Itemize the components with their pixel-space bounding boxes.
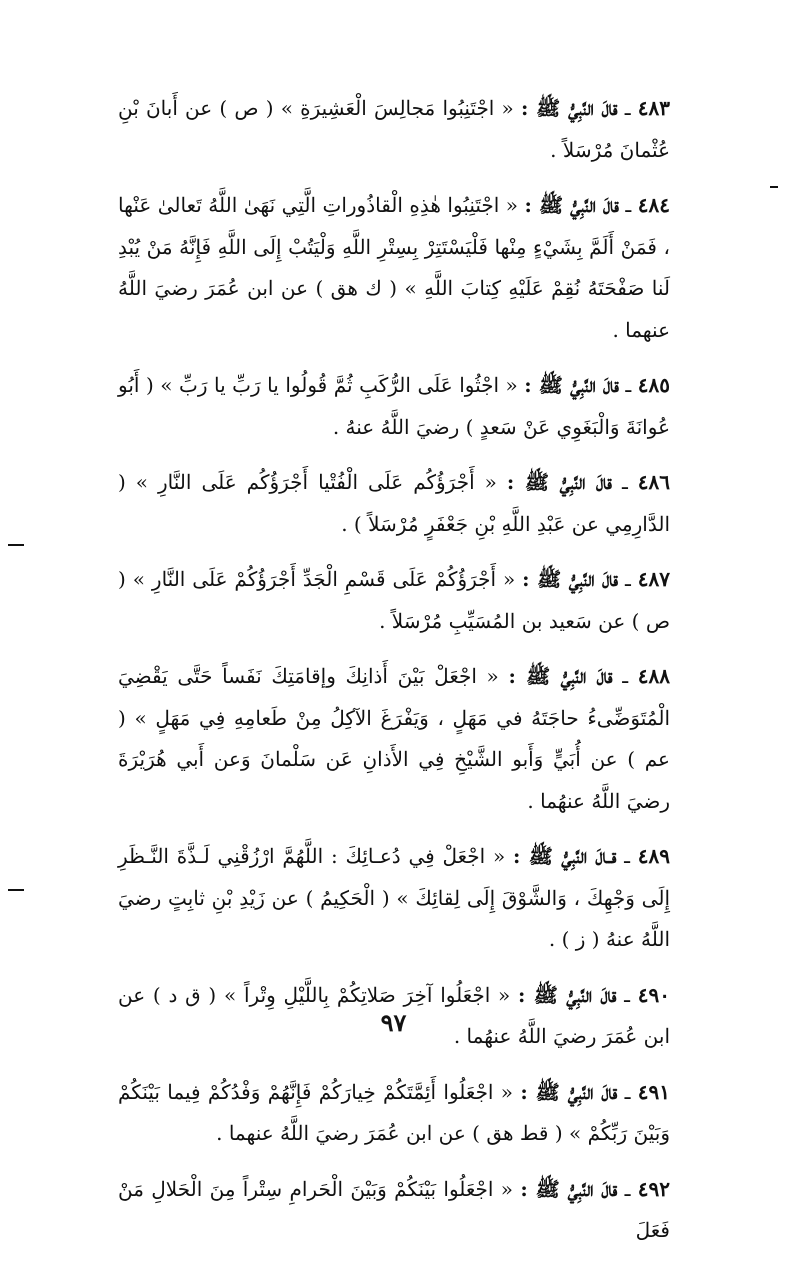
hadith-number: ٤٨٨ [637, 664, 671, 688]
hadith-intro: قالَ النَّبِيُّ ﷺ : [518, 982, 617, 1007]
hadith-entry: ٤٨٣ ـ قالَ النَّبِيُّ ﷺ : « اجْتَنِبُوا مَجالِسَ الْعَشِيرَةِ » ( ص ) عن أَبانَ بْنِ عُثْمانَ مُرْسَلاً . [118, 96, 671, 162]
hadith-number: ٤٨٧ [637, 567, 671, 591]
hadith-entry: ٤٨٥ ـ قالَ النَّبِيُّ ﷺ : « اجْثُوا عَلَى الرُّكَبِ ثُمَّ قُولُوا يا رَبِّ يا رَبِّ » ( أَبُو عُوانَةَ وَالْبَغَوِي عَنْ سَعدٍ ) رضيَ اللَّهُ عنهُ . [118, 373, 670, 439]
hadith-number: ٤٨٤ [637, 193, 670, 217]
hadith-text: « اجْثُوا عَلَى الرُّكَبِ ثُمَّ قُولُوا يا رَبِّ يا رَبِّ » ( أَبُو عُوانَةَ وَالْبَغَوِي عَنْ سَعدٍ ) رضيَ اللَّهُ عنهُ . [118, 373, 670, 439]
hadith-number: ٤٩١ [637, 1079, 671, 1104]
hadith-intro: قالَ النَّبِيُّ ﷺ : [524, 193, 619, 217]
page-number: ٩٧ [380, 1008, 407, 1037]
hadith-list [118, 88, 670, 1266]
hadith-intro: قالَ النَّبِيُّ ﷺ : [506, 470, 612, 494]
hadith-entry: ٤٨٦ ـ قالَ النَّبِيُّ ﷺ : « أَجْرَؤُكُم عَلَى الْفُتْيا أَجْرَؤُكُم عَلَى النَّارِ » ( الدَّارِمِي عن عَبْدِ اللَّهِ بْنِ جَعْفَرٍ مُرْسَلاً ) . [118, 470, 671, 536]
hadith-intro: قالَ النَّبِيُّ ﷺ : [520, 96, 618, 120]
hadith-text: « اجْعَلُوا أَئِمَّتَكُمْ خِيارَكُمْ فَإِنَّهُمْ وَفْدُكُمْ فِيما بَيْنَكُمْ وَبَيْنَ رَبِّكُمْ » ( قط هق ) عن ابن عُمَرَ رضيَ اللَّهُ عنهما . [118, 1079, 670, 1145]
hadith-text: « أَجْرَؤُكُمْ عَلَى قَسْمِ الْجَدِّ أَجْرَؤُكُمْ عَلَى النَّارِ » ( ص ) عن سَعيد بن المُسَيِّبِ مُرْسَلاً . [118, 567, 670, 633]
hadith-entry: ٤٨٩ ـ قــالَ النَّبِيُّ ﷺ : « اجْعَلْ فِي دُعـائِكَ : اللَّهُمَّ ارْزُقْنِي لَـذَّةَ النَّـظَرِ إِلَى وَجْهِكَ ، وَالشَّوْقَ إِلَى لِقائِكَ » ( الْحَكِيمُ ) عن زَيْدِ بْنِ ثابِتٍ رضيَ اللَّهُ عنهُ ( ز ) . [118, 844, 671, 951]
hadith-text: « اجْتَنِبُوا هٰذِهِ الْقاذُوراتِ الَّتِي نَهَىٰ اللَّهُ تَعالىٰ عَنْها ، فَمَنْ أَلَمَّ بِشَيْءٍ مِنْها فَلْيَسْتَتِرْ بِسِتْرِ اللَّهِ وَلْيَتُبْ إِلَى اللَّهِ فَإِنَّهُ مَنْ يُبْدِ لَنا صَفْحَتَهُ نُقِمْ عَلَيْهِ كِتابَ اللَّهِ » ( ك هق ) عن ابن عُمَرَ رضيَ اللَّهُ عنهما . [118, 193, 670, 342]
hadith-intro: قالَ النَّبِيُّ ﷺ : [524, 373, 619, 397]
hadith-number: ٤٩٠ [637, 982, 671, 1007]
margin-mark-right [770, 186, 778, 188]
hadith-number: ٤٨٣ [637, 96, 671, 120]
hadith-entry: ٤٨٧ ـ قالَ النَّبِيُّ ﷺ : « أَجْرَؤُكُمْ عَلَى قَسْمِ الْجَدِّ أَجْرَؤُكُمْ عَلَى النَّارِ » ( ص ) عن سَعيد بن المُسَيِّبِ مُرْسَلاً . [118, 567, 671, 633]
hadith-intro: قالَ النَّبِيُّ ﷺ : [522, 567, 619, 591]
hadith-entry: ٤٩٢ ـ قالَ النَّبِيُّ ﷺ : « اجْعَلُوا بَيْنَكُمْ وَبَيْنَ الْحَرامِ سِتْراً مِنَ الْحَلالِ مَنْ فَعَلَ [118, 1176, 671, 1242]
hadith-text: « اجْعَلُوا آخِرَ صَلاتِكُمْ بِاللَّيْلِ وِتْراً » ( ق د ) عن ابن عُمَرَ رضيَ اللَّهُ عنهُما . [118, 982, 670, 1048]
hadith-text: « اجْعَلْ بَيْنَ أَذانِكَ وإقامَتِكَ نَفَساً حَتَّى يَقْضِيَ الْمُتَوَضِّىءُ حاجَتَهُ في مَهَلٍ ، وَيَفْرَغَ الآكِلُ مِنْ طَعامِهِ فِي مَهَلٍ » ( عم ) عن أُبَيٍّ وَأَبو الشَّيْخِ فِي الأَذانِ عَن سَلْمانَ وَعن أَبي هُرَيْرَةَ رضيَ اللَّهُ عنهُما . [118, 664, 670, 813]
hadith-text: « اجْعَلُوا بَيْنَكُمْ وَبَيْنَ الْحَرامِ سِتْراً مِنَ الْحَلالِ مَنْ فَعَلَ [118, 1176, 670, 1242]
hadith-number: ٤٨٦ [637, 470, 671, 494]
hadith-number: ٤٨٥ [637, 373, 670, 397]
hadith-entry: ٤٩١ ـ قالَ النَّبِيُّ ﷺ : « اجْعَلُوا أَئِمَّتَكُمْ خِيارَكُمْ فَإِنَّهُمْ وَفْدُكُمْ فِيما بَيْنَكُمْ وَبَيْنَ رَبِّكُمْ » ( قط هق ) عن ابن عُمَرَ رضيَ اللَّهُ عنهما . [118, 1079, 671, 1145]
hadith-intro: قالَ النَّبِيُّ ﷺ : [520, 1079, 618, 1104]
hadith-text: « اجْتَنِبُوا مَجالِسَ الْعَشِيرَةِ » ( ص ) عن أَبانَ بْنِ عُثْمانَ مُرْسَلاً . [118, 96, 670, 162]
hadith-entry: ٤٩٠ ـ قالَ النَّبِيُّ ﷺ : « اجْعَلُوا آخِرَ صَلاتِكُمْ بِاللَّيْلِ وِتْراً » ( ق د ) عن ابن عُمَرَ رضيَ اللَّهُ عنهُما . [118, 982, 671, 1048]
hadith-number: ٤٩٢ [637, 1176, 671, 1201]
margin-mark-left-2 [8, 889, 24, 891]
hadith-intro: قالَ النَّبِيُّ ﷺ : [508, 664, 613, 688]
hadith-number: ٤٨٩ [637, 844, 671, 868]
hadith-intro: قالَ النَّبِيُّ ﷺ : [520, 1176, 618, 1201]
margin-mark-left-1 [8, 544, 24, 546]
hadith-text: « أَجْرَؤُكُم عَلَى الْفُتْيا أَجْرَؤُكُم عَلَى النَّارِ » ( الدَّارِمِي عن عَبْدِ اللَّهِ بْنِ جَعْفَرٍ مُرْسَلاً ) . [118, 470, 670, 536]
hadith-text: « اجْعَلْ فِي دُعـائِكَ : اللَّهُمَّ ارْزُقْنِي لَـذَّةَ النَّـظَرِ إِلَى وَجْهِكَ ، وَالشَّوْقَ إِلَى لِقائِكَ » ( الْحَكِيمُ ) عن زَيْدِ بْنِ ثابِتٍ رضيَ اللَّهُ عنهُ ( ز ) . [118, 844, 670, 951]
hadith-intro: قــالَ النَّبِيُّ ﷺ : [512, 844, 617, 868]
hadith-entry: ٤٨٤ ـ قالَ النَّبِيُّ ﷺ : « اجْتَنِبُوا هٰذِهِ الْقاذُوراتِ الَّتِي نَهَىٰ اللَّهُ تَعالىٰ عَنْها ، فَمَنْ أَلَمَّ بِشَيْءٍ مِنْها فَلْيَسْتَتِرْ بِسِتْرِ اللَّهِ وَلْيَتُبْ إِلَى اللَّهِ فَإِنَّهُ مَنْ يُبْدِ لَنا صَفْحَتَهُ نُقِمْ عَلَيْهِ كِتابَ اللَّهِ » ( ك هق ) عن ابن عُمَرَ رضيَ اللَّهُ عنهما . [118, 193, 670, 342]
hadith-entry: ٤٨٨ ـ قالَ النَّبِيُّ ﷺ : « اجْعَلْ بَيْنَ أَذانِكَ وإقامَتِكَ نَفَساً حَتَّى يَقْضِيَ الْمُتَوَضِّىءُ حاجَتَهُ في مَهَلٍ ، وَيَفْرَغَ الآكِلُ مِنْ طَعامِهِ فِي مَهَلٍ » ( عم ) عن أُبَيٍّ وَأَبو الشَّيْخِ فِي الأَذانِ عَن سَلْمانَ وَعن أَبي هُرَيْرَةَ رضيَ اللَّهُ عنهُما . [118, 664, 671, 813]
